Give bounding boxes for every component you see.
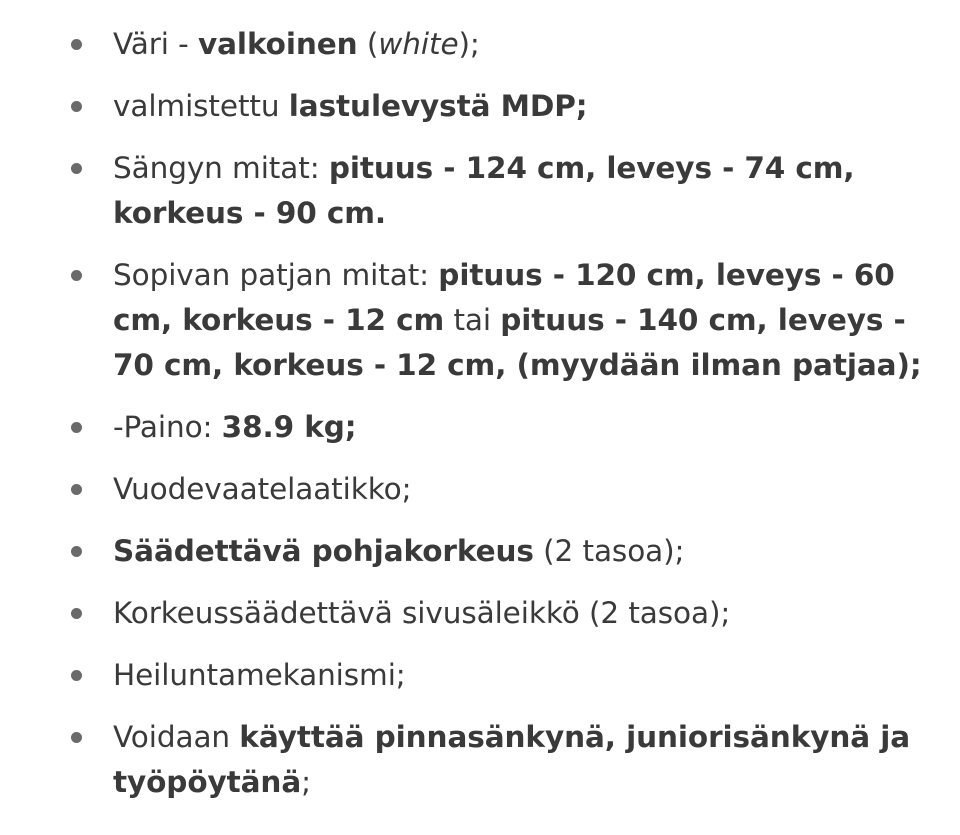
text-segment: Vuodevaatelaatikko;: [113, 472, 412, 506]
text-segment-italic: white: [378, 27, 459, 61]
text-segment-bold: Säädettävä pohjakorkeus: [113, 534, 534, 568]
list-item: [0, 84, 960, 129]
list-item: [0, 715, 960, 805]
text-segment-bold: käyttää pinnasänkynä, juniorisänkynä ja työpöytänä: [113, 720, 911, 799]
bullet-icon: [71, 670, 82, 681]
text-segment: Väri -: [113, 27, 198, 61]
list-item: [0, 467, 960, 512]
text-segment-bold: valkoinen: [198, 27, 358, 61]
text-segment-bold: 38.9 kg;: [221, 410, 357, 444]
text-segment: tai: [444, 303, 501, 337]
text-segment: (2 tasoa);: [533, 534, 685, 568]
list-item: [0, 591, 960, 636]
text-segment-bold: pituus - 124 cm, leveys - 74 cm, korkeus - 90 cm.: [113, 151, 855, 230]
bullet-icon: [71, 163, 82, 174]
text-segment: -Paino:: [113, 410, 222, 444]
bullet-icon: [71, 546, 82, 557]
text-segment: Heiluntamekanismi;: [113, 658, 406, 692]
text-segment: Sängyn mitat:: [113, 151, 329, 185]
list-item: [0, 529, 960, 574]
text-segment: Sopivan patjan mitat:: [113, 258, 439, 292]
text-segment: );: [458, 27, 480, 61]
list-item: [0, 22, 960, 67]
list-item: [0, 405, 960, 450]
text-segment: (: [357, 27, 379, 61]
bullet-icon: [71, 732, 82, 743]
text-segment: Korkeussäädettävä sivusäleikkö (2 tasoa);: [113, 596, 731, 630]
bullet-icon: [71, 101, 82, 112]
text-segment: Voidaan: [113, 720, 240, 754]
text-segment: ;: [301, 765, 311, 799]
bullet-icon: [71, 39, 82, 50]
spec-list: [0, 22, 960, 805]
bullet-icon: [71, 484, 82, 495]
bullet-icon: [71, 270, 82, 281]
bullet-icon: [71, 608, 82, 619]
list-item: [0, 146, 960, 236]
text-segment-bold: lastulevystä MDP;: [288, 89, 588, 123]
text-segment-bold: pituus - 120 cm, leveys - 60 cm, korkeus - 12 cm: [113, 258, 895, 337]
list-item: [0, 253, 960, 388]
bullet-icon: [71, 422, 82, 433]
list-item: [0, 653, 960, 698]
text-segment: valmistettu: [113, 89, 289, 123]
text-segment-bold: pituus - 140 cm, leveys - 70 cm, korkeus - 12 cm, (myydään ilman patjaa);: [113, 303, 922, 382]
